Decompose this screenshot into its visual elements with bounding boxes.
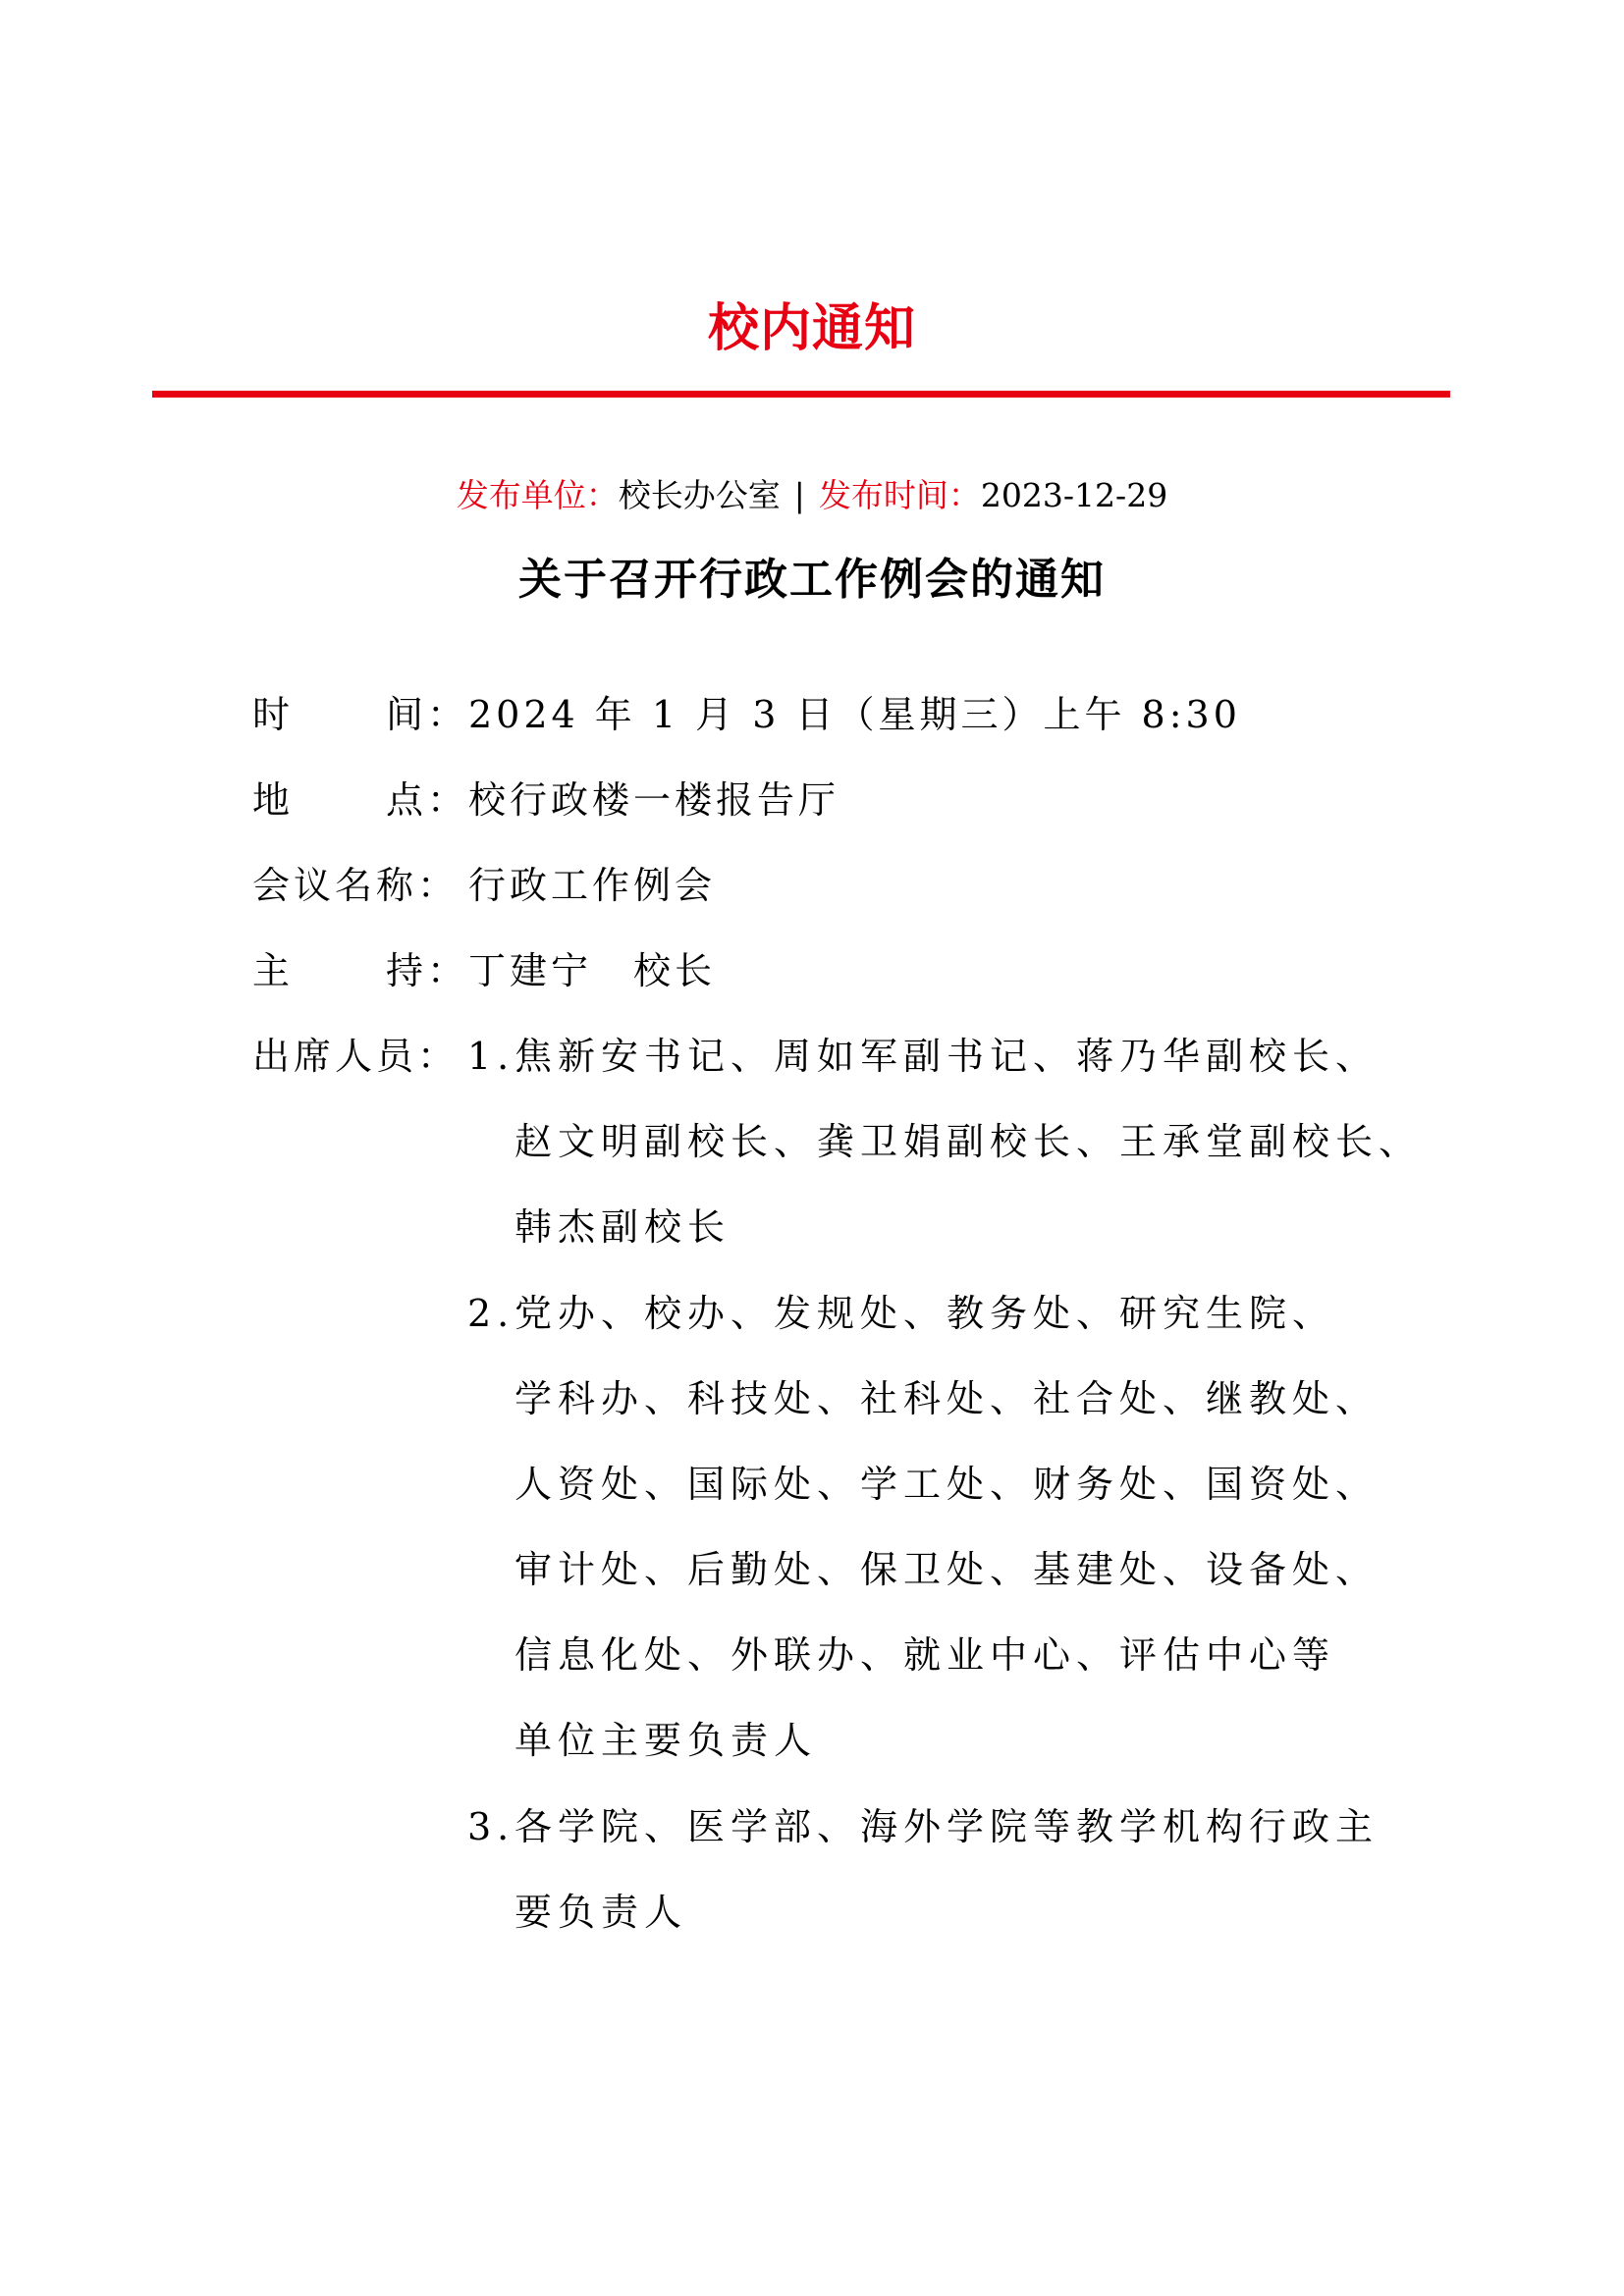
field-place-value: 校行政楼一楼报告厅 — [468, 778, 840, 822]
publish-info — [0, 471, 1624, 520]
field-time-value: 2024 年 1 月 3 日（星期三）上午 8:30 — [468, 693, 1241, 736]
attendees-label: 出席人员： — [252, 1035, 460, 1078]
field-time-colon: ： — [427, 693, 469, 736]
field-host-value: 丁建宁 校长 — [468, 949, 717, 992]
attendee-group-2-line: 单位主要负责人 — [514, 1719, 818, 1762]
field-host-label-b: 持 — [385, 949, 427, 992]
attendee-group-3-number: 3. — [467, 1805, 515, 1848]
field-host-colon: ： — [427, 949, 469, 992]
attendee-group-1-number: 1. — [467, 1035, 515, 1078]
field-place — [252, 771, 839, 829]
attendee-group-2-number: 2. — [467, 1292, 515, 1335]
publisher-value: 校长办公室 — [618, 476, 781, 514]
attendee-group-2-line: 审计处、后勤处、保卫处、基建处、设备处、 — [514, 1548, 1380, 1591]
attendee-group-1-line: 焦新安书记、周如军副书记、蒋乃华副校长、 — [514, 1035, 1380, 1078]
field-meeting-name-value: 行政工作例会 — [468, 864, 717, 907]
publish-date-label: 发布时间： — [818, 476, 981, 514]
field-place-label-b: 点 — [385, 778, 427, 822]
attendee-group-3-line: 各学院、医学部、海外学院等教学机构行政主 — [514, 1805, 1380, 1848]
attendee-group-1-line: 韩杰副校长 — [514, 1205, 731, 1249]
field-host-label-a: 主 — [252, 949, 295, 992]
attendee-group-1-line: 赵文明副校长、龚卫娟副校长、王承堂副校长、 — [514, 1120, 1423, 1163]
field-host-label — [252, 941, 468, 1000]
field-place-label — [252, 771, 468, 829]
notice-header-title: 校内通知 — [707, 299, 916, 358]
publisher-label: 发布单位： — [456, 476, 619, 514]
attendee-group-2-line: 学科办、科技处、社科处、社合处、继教处、 — [514, 1377, 1380, 1420]
field-meeting-name — [252, 856, 716, 915]
field-time — [252, 685, 1241, 744]
attendee-group-3-line: 要负责人 — [514, 1891, 688, 1934]
field-attendees-label — [252, 1027, 459, 1086]
field-host — [252, 941, 716, 1000]
field-meeting-name-label: 会议名称： — [252, 864, 460, 907]
document-title: 关于召开行政工作例会的通知 — [518, 555, 1106, 605]
field-time-label-a: 时 — [252, 693, 295, 736]
attendee-group-2-line: 人资处、国际处、学工处、财务处、国资处、 — [514, 1463, 1380, 1506]
meta-separator: | — [793, 476, 805, 514]
field-place-label-a: 地 — [252, 778, 295, 822]
field-time-label-b: 间 — [385, 693, 427, 736]
field-time-label — [252, 685, 468, 744]
header-divider — [152, 391, 1450, 398]
attendee-group-2-line: 党办、校办、发规处、教务处、研究生院、 — [514, 1292, 1336, 1335]
attendee-group-2-line: 信息化处、外联办、就业中心、评估中心等 — [514, 1633, 1336, 1677]
publish-date-value: 2023-12-29 — [980, 476, 1168, 514]
field-place-colon: ： — [427, 778, 469, 822]
